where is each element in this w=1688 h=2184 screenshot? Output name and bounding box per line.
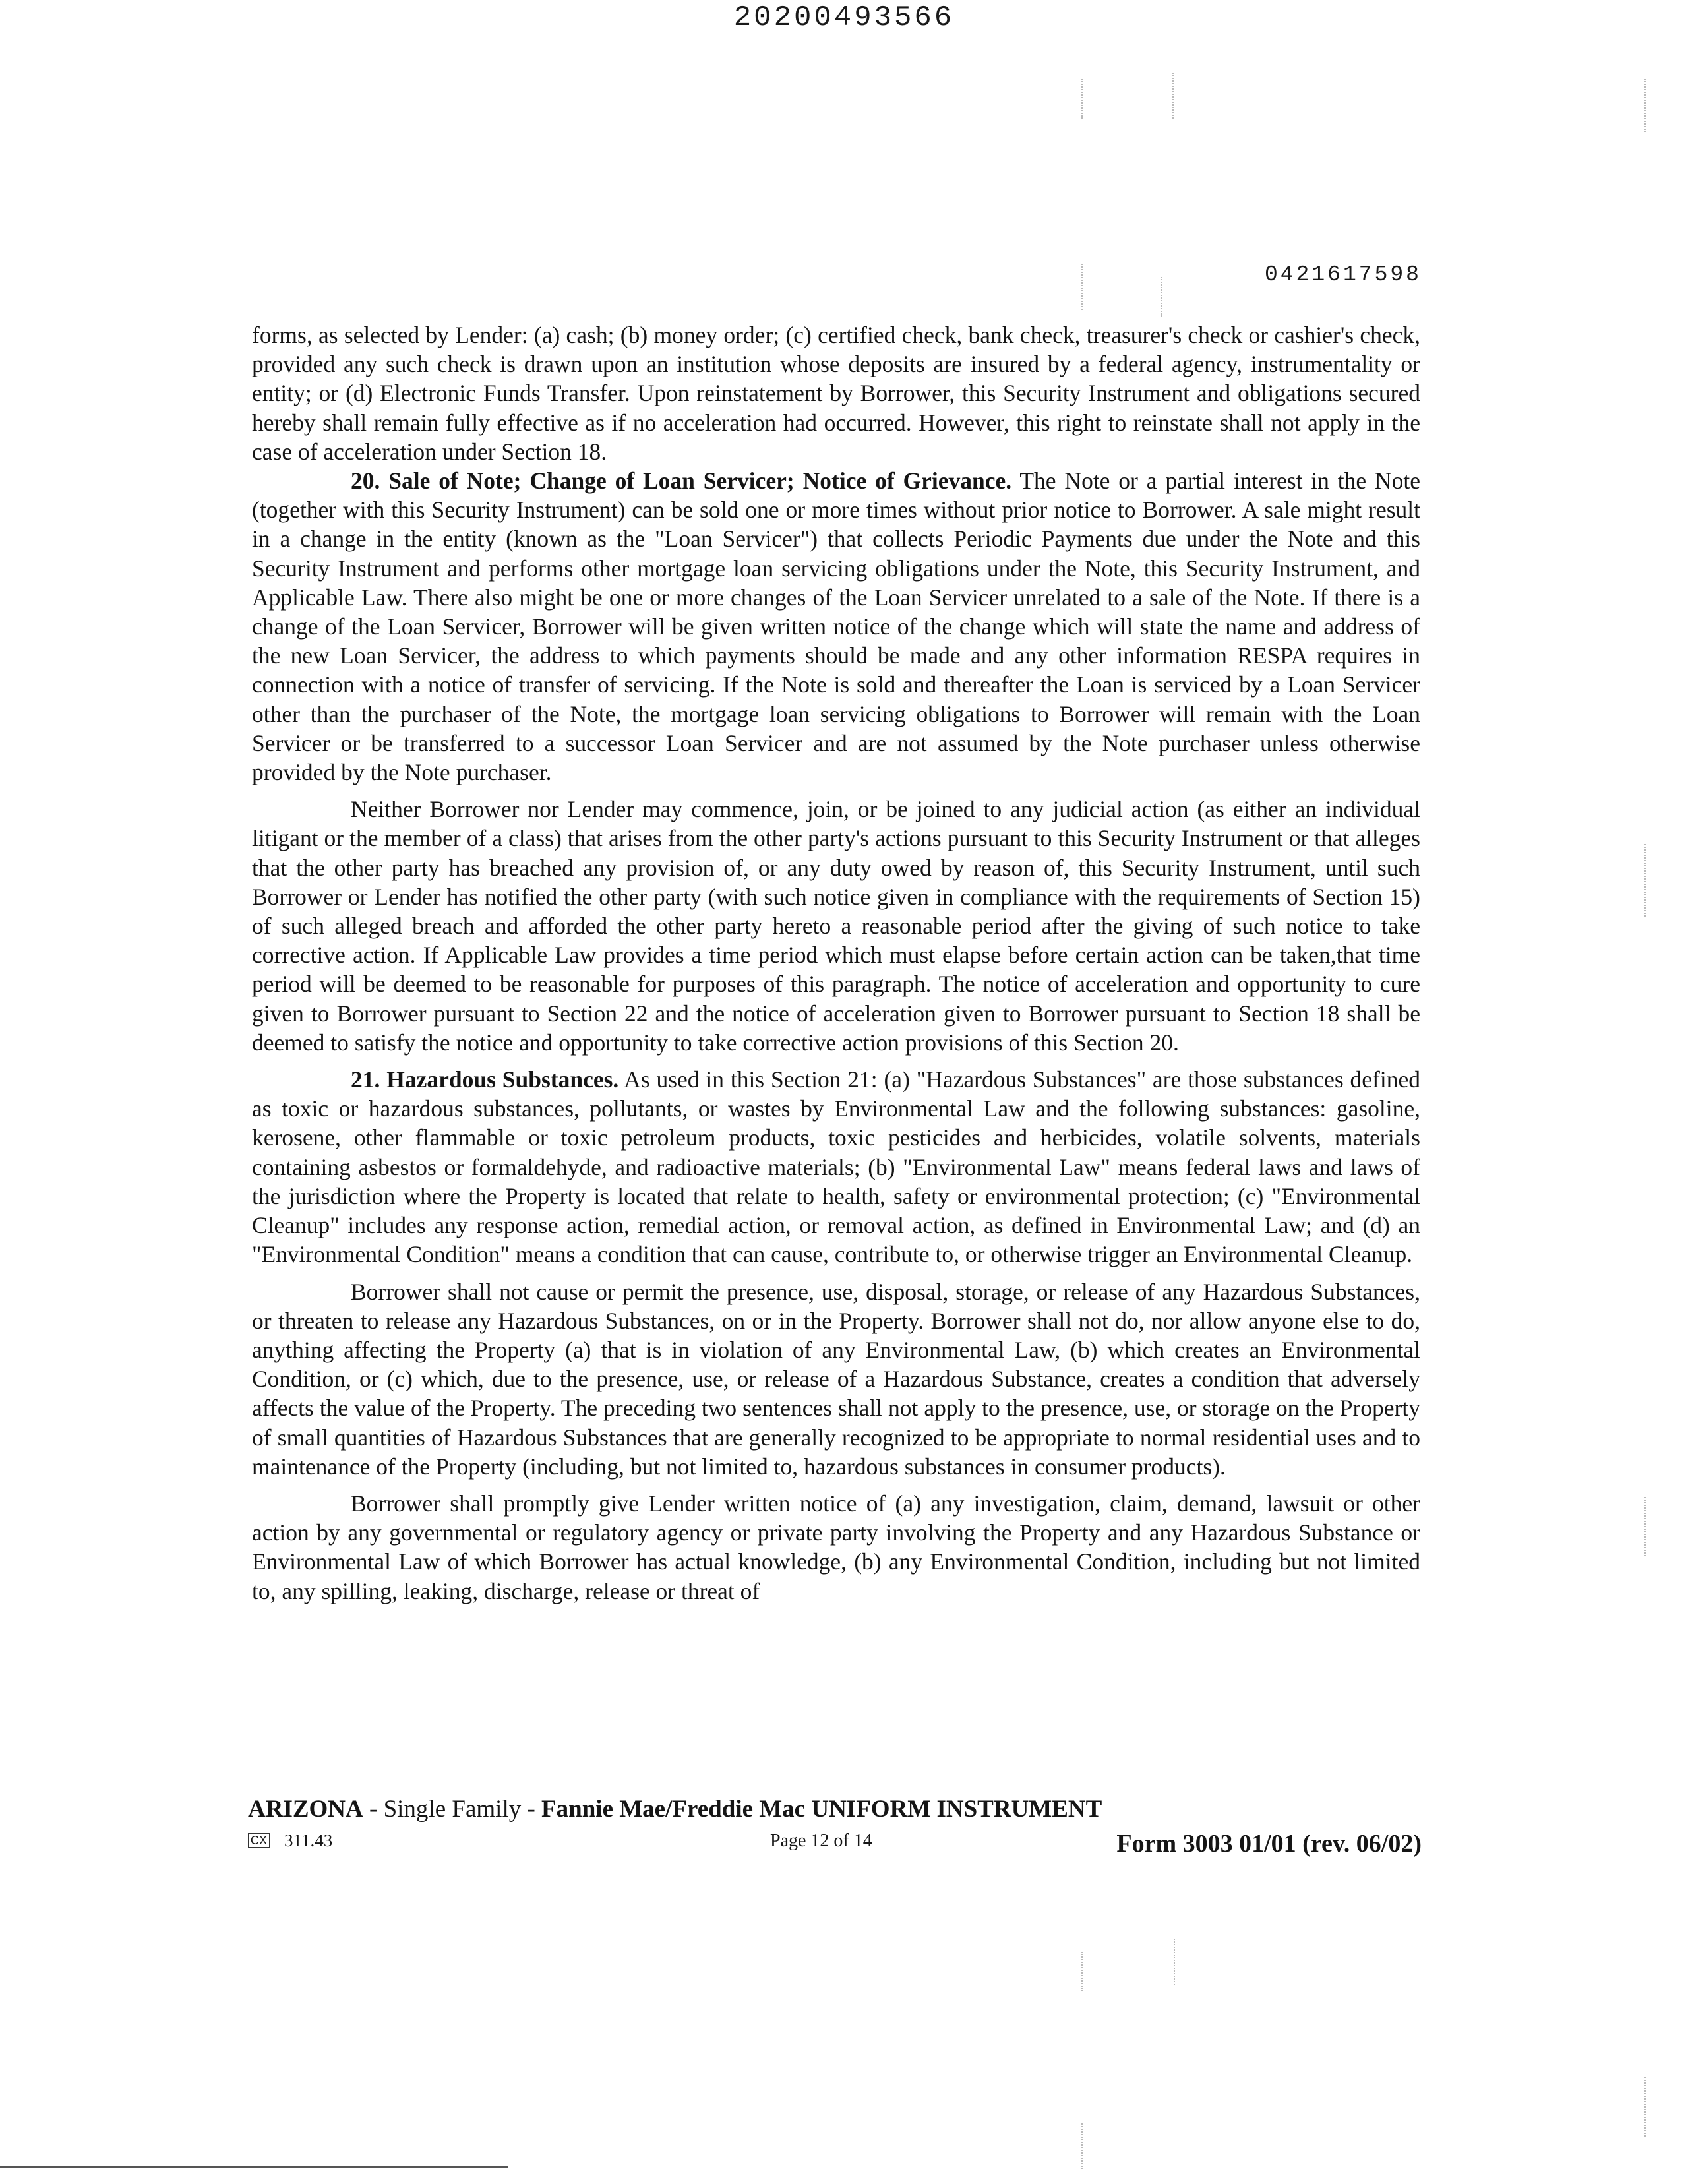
paragraph-section-21-notice	[252, 1489, 1420, 1606]
page-footer	[248, 1795, 1422, 1867]
footer-form-code	[248, 1831, 332, 1851]
footer-state: ARIZONA	[248, 1796, 363, 1823]
scan-artifact	[1081, 264, 1083, 310]
scan-edge-line	[0, 2166, 508, 2168]
paragraph-text: Borrower shall not cause or permit the presence, use, disposal, storage, or release of any Hazardous Substances, or threaten to release any Hazardous Substances, on or in the Property. Borrower shall not do, nor allow anyone else to do, anything affecting the Property (a) that is in violation of any Environmental Law, (b) which creates an Environmental Condition, or (c) which, due to the presence, use, or release of a Hazardous Substance, creates a condition that adversely affects the value of the Property. The preceding two sentences shall not apply to the presence, use, or storage on the Property of small quantities of Hazardous Substances that are generally recognized to be appropriate to normal residential uses and to maintenance of the Property (including, but not limited to, hazardous substances in consumer products).	[252, 1278, 1420, 1480]
paragraph-text: As used in this Section 21: (a) "Hazardous Substances" are those substances defined as toxic or hazardous substances, pollutants, or wastes by Environmental Law and the following substances: gasoline, kerosene, other flammable or toxic petroleum products, toxic pesticides and herbicides, volatile solvents, materials containing asbestos or formaldehyde, and radioactive materials; (b) "Environmental Law" means federal laws and laws of the jurisdiction where the Property is located that relate to health, safety or environmental protection; (c) "Environmental Cleanup" includes any response action, remedial action, or removal action, as defined in Environmental Law; and (d) an "Environmental Condition" means a condition that can cause, contribute to, or otherwise trigger an Environmental Cleanup.	[252, 1066, 1420, 1268]
scan-artifact	[1644, 844, 1646, 917]
section-heading: 20. Sale of Note; Change of Loan Servicer; Notice of Grievance.	[351, 468, 1012, 495]
footer-form-code-text: 311.43	[284, 1831, 333, 1850]
scan-artifact	[1081, 79, 1083, 119]
paragraph-text: forms, as selected by Lender: (a) cash; (b) money order; (c) certified check, bank check, treasurer's check or cashier's check, provided any such check is drawn upon an institution whose deposits are insured by a federal agency, instrumentality or entity; or (d) Electronic Funds Transfer. Upon reinstatement by Borrower, this Security Instrument and obligations secured hereby shall remain fully effective as if no acceleration had occurred. However, this right to reinstate shall not apply in the case of acceleration under Section 18.	[252, 322, 1420, 465]
document-body	[252, 320, 1420, 1606]
scan-artifact	[1644, 79, 1646, 132]
scan-artifact	[1081, 2123, 1083, 2169]
paragraph-section-21-restrictions	[252, 1277, 1420, 1481]
scan-artifact	[1174, 1939, 1175, 1985]
paragraph-section-21	[252, 1065, 1420, 1269]
paragraph-section-20	[252, 466, 1420, 787]
scan-artifact	[1081, 1952, 1083, 1991]
paragraph-text: The Note or a partial interest in the Note (together with this Security Instrument) can be sold one or more times without prior notice to Borrower. A sale might result in a change in the entity (known as the "Loan Servicer") that collects Periodic Payments due under the Note and this Security Instrument and performs other mortgage loan servicing obligations under the Note, this Security Instrument, and Applicable Law. There also might be one or more changes of the Loan Servicer unrelated to a sale of the Note. If there is a change of the Loan Servicer, Borrower will be given written notice of the change which will state the name and address of the new Loan Servicer, the address to which payments should be made and any other information RESPA requires in connection with a notice of transfer of servicing. If the Note is sold and thereafter the Loan is serviced by a Loan Servicer other than the purchaser of the Note, the mortgage loan servicing obligations to Borrower will remain with the Loan Servicer or be transferred to a successor Loan Servicer and are not assumed by the Note purchaser unless otherwise provided by the Note purchaser.	[252, 468, 1420, 786]
loan-number: 0421617598	[1264, 262, 1422, 287]
scan-artifact	[1172, 73, 1174, 119]
document-number: 20200493566	[733, 1, 955, 34]
footer-separator: - Single Family -	[363, 1796, 542, 1823]
form-number: Form 3003 01/01 (rev. 06/02)	[1116, 1830, 1422, 1858]
scan-artifact	[1160, 277, 1162, 317]
paragraph-text: Neither Borrower nor Lender may commence, join, or be joined to any judicial action (as either an individual litigant or the member of a class) that arises from the other party's actions pursuant to this Security Instrument or that alleges that the other party has breached any provision of, or any duty owed by reason of, this Security Instrument, until such Borrower or Lender has notified the other party (with such notice given in compliance with the requirements of Section 15) of such alleged breach and afforded the other party hereto a reasonable period after the giving of such notice to take corrective action. If Applicable Law provides a time period which must elapse before certain action can be taken,that time period will be deemed to be reasonable for purposes of this paragraph. The notice of acceleration and opportunity to cure given to Borrower pursuant to Section 22 and the notice of acceleration given to Borrower pursuant to Section 18 shall be deemed to satisfy the notice and opportunity to take corrective action provisions of this Section 20.	[252, 796, 1420, 1056]
footer-instrument: Fannie Mae/Freddie Mac UNIFORM INSTRUMENT	[541, 1796, 1102, 1823]
section-heading: 21. Hazardous Substances.	[351, 1066, 619, 1093]
paragraph-section-20-grievance	[252, 795, 1420, 1057]
paragraph-text: Borrower shall promptly give Lender written notice of (a) any investigation, claim, demand, lawsuit or other action by any governmental or regulatory agency or private party involving the Property and any Hazardous Substance or Environmental Law of which Borrower has actual knowledge, (b) any Environmental Condition, including but not limited to, any spilling, leaking, discharge, release or threat of	[252, 1490, 1420, 1604]
form-vendor-logo-icon: CX	[248, 1833, 270, 1848]
scan-artifact	[1644, 2077, 1646, 2137]
page-number: Page 12 of 14	[770, 1831, 872, 1851]
paragraph-reinstatement-continued	[252, 320, 1420, 466]
footer-instrument-title	[248, 1795, 1102, 1823]
scan-artifact	[1644, 1497, 1646, 1556]
